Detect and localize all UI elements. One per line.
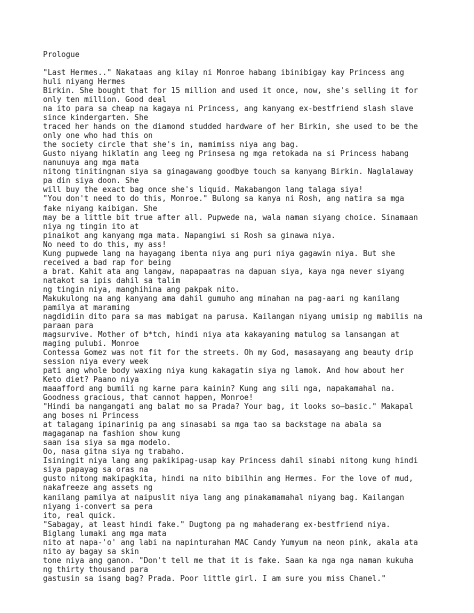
body-text-line: natakot sa ipis dahil sa talim: [43, 275, 181, 285]
body-text-line: "You don't need to do this, Monroe." Bulong sa kanya ni Rosh, ang natira sa mga: [43, 194, 405, 204]
body-text-line: Kung pupwede lang na hayagang ibenta niya ang puri niya gagawin niya. But she: [43, 248, 396, 258]
body-text-line: pati ang whole body waxing niya kung kakagatin siya ng lamok. And how about her: [43, 366, 405, 376]
body-text-line: the society circle that she's in, mamimiss niya ang bag.: [43, 140, 300, 150]
body-text-line: may be a little bit true after all. Pupwede na, wala naman siyang choice. Sinamaan: [43, 212, 418, 222]
body-text-line: saan isa siya sa mga modelo.: [43, 438, 172, 448]
body-text-line: since kindergarten. She: [43, 113, 149, 123]
body-text-line: siya papayag sa oras na: [43, 465, 149, 475]
body-text-line: Contessa Gomez was not fit for the streets. Oh my God, masasayang ang beauty drip: [43, 348, 414, 357]
body-text-line: pinaikot ang kanyang mga mata. Napangiwi si Rosh sa ginawa niya.: [43, 230, 336, 240]
body-text-line: ng tingin niya, manghihina ang pakpak nito.: [43, 284, 240, 294]
body-text-line: huli niyang Hermes: [43, 77, 126, 87]
body-text-line: na ito para sa cheap na kagaya ni Princess, ang kanyang ex-bestfriend slash slave: [43, 104, 414, 114]
body-text-line: magaganap na fashion show kung: [43, 429, 181, 439]
body-text-line: Biglang lumaki ang mga mata: [43, 528, 167, 538]
body-text-line: at talagang ipinarinig pa ang sinasabi sa mga tao sa backstage na abala sa: [43, 420, 382, 430]
body-text-line: Birkin. She bought that for 15 million and used it once, now, she's selling it for: [43, 86, 418, 96]
body-text-line: ang boses ni Princess: [43, 411, 140, 421]
body-text-line: gusto nitong makipagkita, hindi na nito bibilhin ang Hermes. For the love of mud,: [43, 474, 414, 484]
body-text-line: niyang i-convert sa pera: [43, 501, 153, 511]
body-text-line: fake niyang kaibigan. She: [43, 203, 158, 213]
body-text-line: paraan para: [43, 320, 94, 330]
body-text-line: nakafreeze ang assets ng: [43, 483, 153, 493]
body-text-line: session niya every week: [43, 357, 149, 367]
body-text-line: will buy the exact bag once she's liquid. Makabangon lang talaga siya!: [43, 185, 364, 195]
body-text-line: nanunuya ang mga mata: [43, 158, 140, 168]
body-text-line: only ten million. Good deal: [43, 95, 167, 105]
body-text-line: maaafford ang bumili ng karne para kainin? Kung ang sili nga, napakamahal na.: [43, 384, 396, 394]
body-text-line: "Last Hermes.." Nakataas ang kilay ni Monroe habang ibinibigay kay Princess ang: [43, 68, 405, 78]
body-text-line: Goodness gracious, that cannot happen, Monroe!: [43, 393, 254, 403]
body-text-line: kanilang pamilya at naipuslit niya lang ang pinakamamahal niyang bag. Kailangan: [43, 492, 405, 502]
body-text-line: niya ng tingin ito at: [43, 221, 140, 231]
chapter-heading: Prologue: [43, 50, 80, 59]
body-text-line: gastusin sa isang bag? Prada. Poor little girl. I am sure you miss Chanel.": [43, 573, 386, 583]
body-text-line: No need to do this, my ass!: [43, 239, 167, 249]
body-text-line: tone niya ang ganon. "Don't tell me that it is fake. Saan ka nga nga naman kukuha: [43, 555, 414, 565]
body-text-line: Gusto niyang hiklatin ang leeg ng Prinsesa ng mga retokada na si Princess habang: [43, 149, 409, 159]
body-text-line: "Sabagay, at least hindi fake." Dugtong pa ng mahaderang ex-bestfriend niya.: [43, 519, 391, 529]
body-text-line: Makukulong na ang kanyang ama dahil gumuho ang minahan na pag-aari ng kanilang: [43, 293, 400, 303]
body-text-line: Keto diet? Paano niya: [43, 375, 140, 385]
body-text-line: maging pulubi. Monroe: [43, 338, 140, 348]
body-text-line: received a bad rap for being: [43, 257, 172, 267]
body-text-line: pamilya at maraming: [43, 302, 130, 312]
body-text-line: only one who had this on: [43, 131, 153, 141]
document-body: [43, 50, 463, 583]
body-text-line: ng thirty thousand para: [43, 564, 149, 574]
body-text-line: pa din siya doon. She: [43, 176, 140, 186]
body-text-line: nagdidiin dito para sa mas mabigat na parusa. Kailangan niyang umisip ng mabilis na: [43, 311, 423, 321]
body-text-line: nito ay bagay sa skin: [43, 546, 140, 556]
body-text-line: "Hindi ba nangangati ang balat mo sa Prada? Your bag, it looks so–basic." Makapal: [43, 402, 414, 412]
body-text-line: Oo, nasa gitna siya ng trabaho.: [43, 447, 185, 457]
body-text-line: nitong tinitingnan siya sa ginagawang goodbye touch sa kanyang Birkin. Naglalaway: [43, 167, 414, 177]
body-text-line: ito, real quick.: [43, 510, 117, 520]
body-text-line: Isiningit niya lang ang pakikipag-usap kay Princess dahil sinabi nitong kung hindi: [43, 456, 418, 466]
body-text-line: magsurvive. Mother of b*tch, hindi niya ata kakayaning matulog sa lansangan at: [43, 329, 400, 339]
body-text-line: nito at napa-'o' ang labi na napinturahan MAC Candy Yumyum na neon pink, akala ata: [43, 537, 418, 547]
body-text-line: traced her hands on the diamond studded hardware of her Birkin, she used to be the: [43, 122, 418, 132]
body-text-line: a brat. Kahit ata ang langaw, napapaatras na dapuan siya, kaya nga never siyang: [43, 266, 405, 276]
